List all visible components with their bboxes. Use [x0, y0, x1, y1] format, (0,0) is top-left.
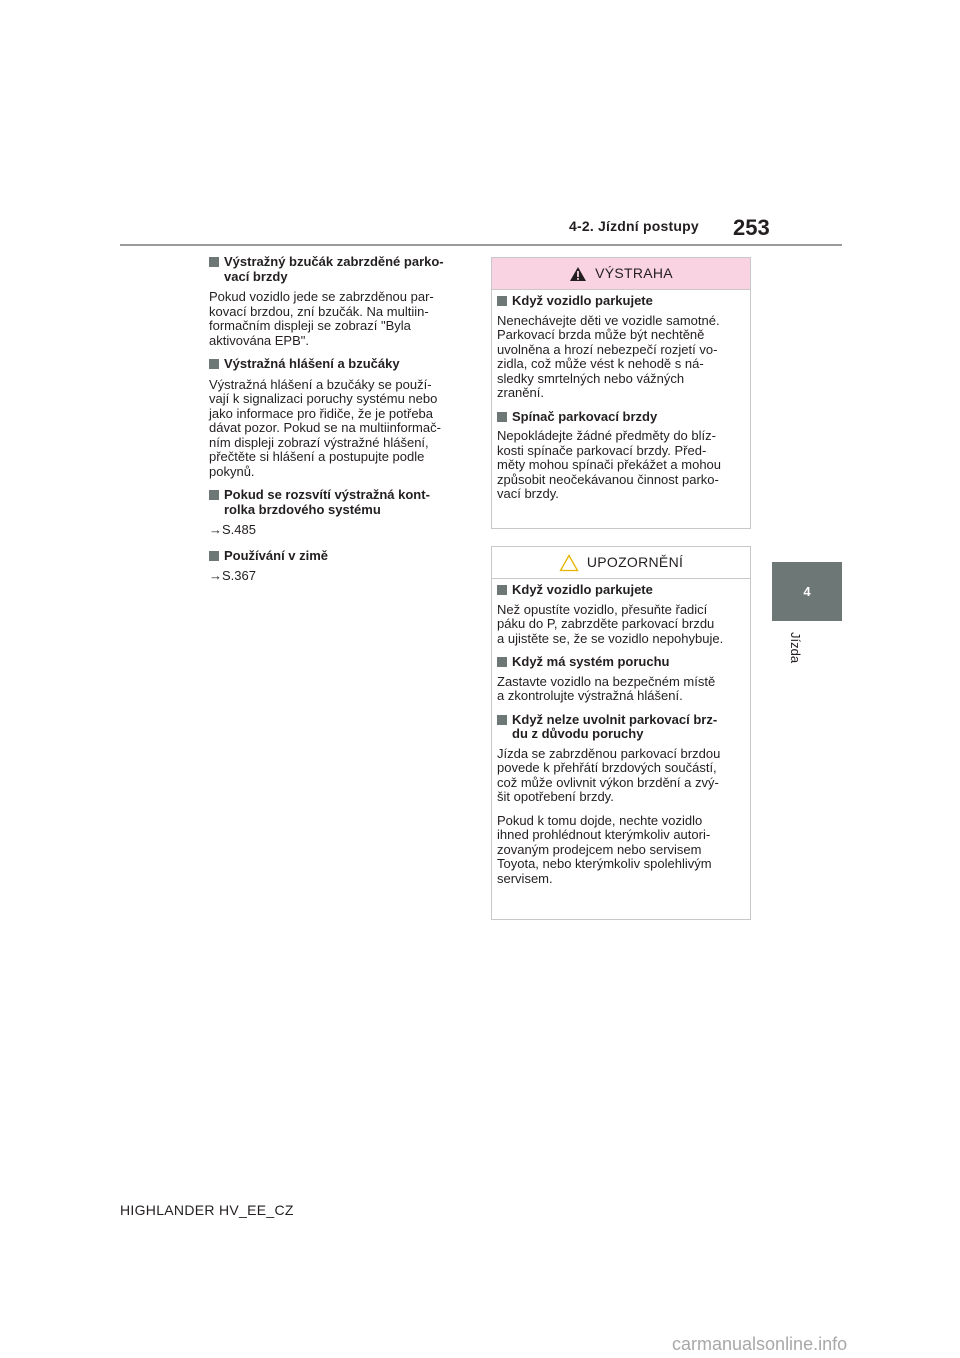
body-paragraph: Pokud vozidlo jede se zabrzděnou par- kovací brzdou, zní bzučák. Na multiin- formačním displeji se zobrazí "Byla aktivována EPB".	[209, 289, 434, 348]
section-heading	[209, 357, 465, 372]
caution-triangle-icon	[559, 554, 579, 572]
body-paragraph: Než opustíte vozidlo, přesuňte řadicí páku do P, zabrzděte parkovací brzdu a ujistěte se, že se vozidlo nepohybuje.	[497, 601, 724, 646]
section-title: 4-2. Jízdní postupy	[569, 218, 699, 234]
body-paragraph: Jízda se zabrzděnou parkovací brzdou povede k přehřátí brzdových součástí, což může ovlivnit výkon brzdění a zvý- šit opotřebení brzdy.	[497, 745, 721, 804]
section-heading-text: Když nelze uvolnit parkovací brz- du z důvodu poruchy	[512, 711, 718, 741]
square-bullet-icon	[209, 257, 219, 267]
section-heading	[497, 655, 745, 670]
section-heading-text: Pokud se rozsvítí výstražná kont- rolka brzdového systému	[224, 487, 430, 517]
body-paragraph: Pokud k tomu dojde, nechte vozidlo ihned prohlédnout kterýmkoliv autori- zovaným prodejcem nebo servisem Toyota, nebo kterýmkoliv spolehlivým servisem.	[497, 812, 712, 886]
caution-box-body	[492, 579, 750, 886]
section-heading	[497, 713, 745, 742]
section-heading-text: Výstražná hlášení a bzučáky	[224, 356, 400, 371]
header-divider	[120, 244, 842, 246]
section-heading-text: Výstražný bzučák zabrzděné parko- vací brzdy	[224, 254, 444, 284]
caution-box-title: UPOZORNĚNÍ	[586, 554, 684, 571]
chapter-label: Jízda	[788, 632, 803, 664]
body-paragraph: Výstražná hlášení a bzučáky se použí- vají k signalizaci poruchy systému nebo jako informace pro řidiče, že je potřeba dávat pozor. Pokud se na multiinformač- ním displeji zobrazí výstražné hlášení, přečtěte si hlášení a postupujte podle pokynů.	[209, 376, 441, 479]
square-bullet-icon	[209, 551, 219, 561]
footer-model: HIGHLANDER HV_EE_CZ	[120, 1202, 294, 1218]
chapter-number: 4	[803, 584, 811, 599]
left-column	[209, 255, 465, 595]
body-paragraph: Nenechávejte děti ve vozidle samotné. Parkovací brzda může být nechtěně uvolněna a hrozí nebezpečí rozjetí vo- zidla, což může vést k nehodě s ná- sledky smrtelných nebo vážných zranění.	[497, 312, 720, 400]
watermark: carmanualsonline.info	[672, 1334, 848, 1354]
page-number: 253	[733, 215, 770, 240]
caution-box-header	[492, 547, 750, 579]
page-reference-link[interactable]: →S.367	[209, 568, 256, 583]
square-bullet-icon	[497, 412, 507, 422]
chapter-tab[interactable]	[772, 562, 842, 621]
warning-triangle-icon	[569, 266, 587, 282]
square-bullet-icon	[209, 490, 219, 500]
section-heading	[497, 294, 745, 309]
section-heading	[209, 488, 465, 517]
caution-box	[491, 546, 751, 920]
square-bullet-icon	[497, 657, 507, 667]
section-heading	[497, 410, 745, 425]
section-heading-text: Spínač parkovací brzdy	[512, 408, 658, 424]
warning-box	[491, 257, 751, 529]
warning-box-body	[492, 290, 750, 502]
section-heading	[209, 255, 465, 284]
body-paragraph: Nepokládejte žádné předměty do blíz- kosti spínače parkovací brzdy. Před- měty mohou spínači překážet a mohou způsobit neočekávanou činnost parko- vací brzdy.	[497, 428, 722, 501]
body-paragraph: Zastavte vozidlo na bezpečném místě a zkontrolujte výstražná hlášení.	[497, 673, 716, 703]
section-heading-text: Když vozidlo parkujete	[512, 293, 653, 308]
section-heading	[497, 583, 745, 598]
square-bullet-icon	[209, 359, 219, 369]
section-heading-text: Když má systém poruchu	[512, 654, 670, 669]
page-reference-link[interactable]: →S.485	[209, 522, 256, 537]
section-heading-text: Když vozidlo parkujete	[512, 582, 653, 597]
square-bullet-icon	[497, 715, 507, 725]
warning-box-title: VÝSTRAHA	[595, 265, 673, 282]
square-bullet-icon	[497, 296, 507, 306]
section-heading	[209, 549, 465, 564]
square-bullet-icon	[497, 585, 507, 595]
warning-box-header	[492, 258, 750, 290]
section-heading-text: Používání v zimě	[224, 547, 329, 563]
